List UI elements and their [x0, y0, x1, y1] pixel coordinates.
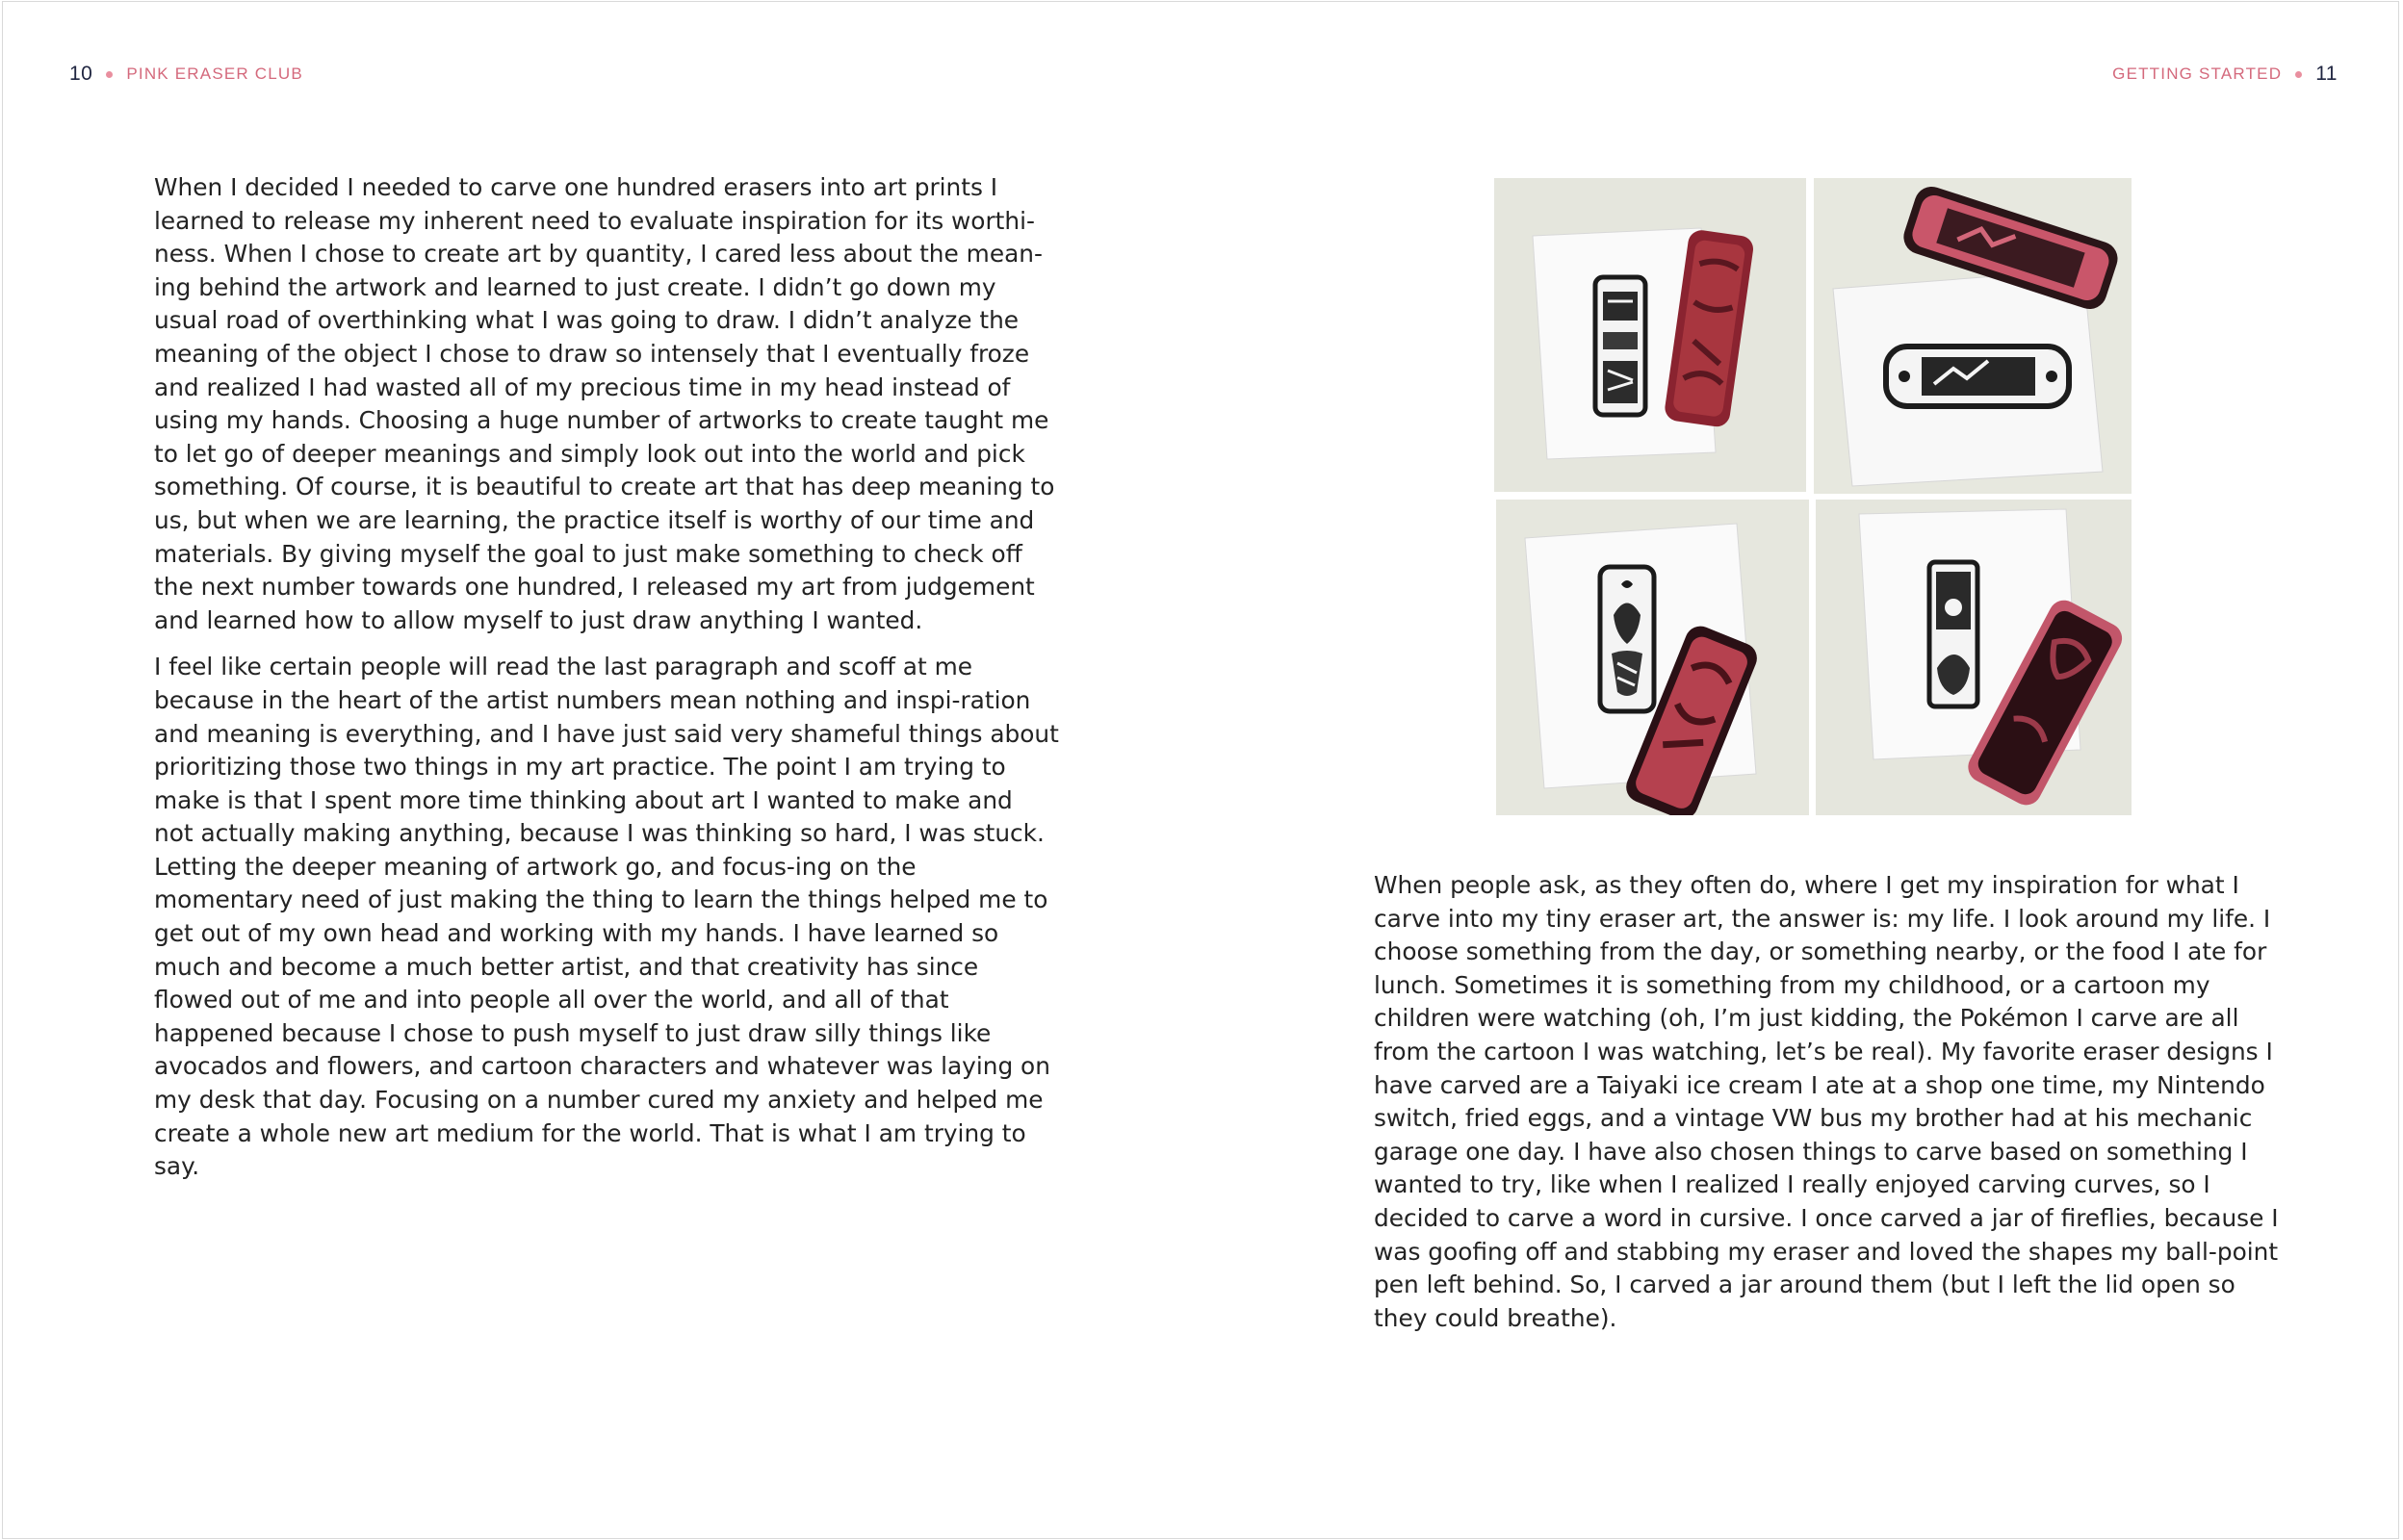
right-running-title: GETTING STARTED [2112, 64, 2283, 83]
body-paragraph: When I decided I needed to carve one hundred erasers into art prints I learned to release my inherent need to evaluate inspiration for its worthi-ness. When I chose to create art by quantity, I cared less about the mean-ing behind the artwork and learned to just create. I didn’t go down my usual road of overthinking what I was going to draw. I didn’t analyze the meaning of the object I chose to draw so intensely that I eventually froze and realized I had wasted all of my precious time in my head instead of using my hands. Choosing a huge number of artworks to create taught me to let go of deeper meanings and simply look out into the world and pick something. Of course, it is beautiful to create art that has deep meaning to us, but when we are learning, the practice itself is worthy of our time and materials. By giving myself the goal to just make something to check off the next number towards one hundred, I released my art from judgement and learned how to allow myself to just draw anything I wanted. [154, 173, 1055, 634]
right-page-header [2112, 60, 2338, 89]
left-page-number: 10 [69, 63, 93, 85]
eraser-stamp-photo [1814, 178, 2132, 494]
eraser-stamp-photo [1816, 500, 2132, 815]
right-page-number: 11 [2315, 63, 2338, 85]
left-page-header [69, 60, 303, 89]
eraser-stamp-photo [1496, 500, 1809, 815]
body-paragraph: I feel like certain people will read the last paragraph and scoff at me because in the heart of the artist numbers mean nothing and inspi-ration and meaning is everything, and I have just said very shameful things about prioritizing those two things in my art practice. The point I am trying to make is that I spent more time thinking about art I wanted to make and not actually making anything, because I was thinking so hard, I was stuck. Letting the deeper meaning of artwork go, and focus-ing on the momentary need of just making the thing to learn the things helped me to get out of my own head and working with my hands. I have learned so much and become a much better artist, and that creativity has since flowed out of me and into people all over the world, and all of that happened because I chose to push myself to just draw silly things like avocados and flowers, and cartoon characters and whatever was laying on my desk that day. Focusing on a number cured my anxiety and helped me create a whole new art medium for the world. That is what I am trying to say. [154, 653, 1059, 1181]
left-page-body [154, 171, 1059, 1184]
left-running-title: PINK ERASER CLUB [126, 64, 303, 83]
header-dot-separator [2295, 71, 2302, 78]
eraser-stamp-photo [1494, 178, 1806, 492]
body-paragraph: When people ask, as they often do, where I get my inspiration for what I carve into my tiny eraser art, the answer is: my life. I look around my life. I choose something from the day, or something nearby, or the food I ate for lunch. Sometimes it is something from my childhood, or a cartoon my children were watching (oh, I’m just kidding, the Pokémon I carve are all from the cartoon I was watching, let’s be real). My favorite eraser designs I have carved are a Taiyaki ice cream I ate at a shop one time, my Nintendo switch, fried eggs, and a vintage VW bus my brother had at his mechanic garage one day. I have also chosen things to carve based on something I wanted to try, like when I realized I really enjoyed carving curves, so I decided to carve a word in cursive. I once carved a jar of fireflies, because I was goofing off and stabbing my eraser and loved the shapes my ball-point pen left behind. So, I carved a jar around them (but I left the lid open so they could breathe). [1374, 871, 2279, 1332]
eraser-photo-grid [1494, 178, 2132, 815]
header-dot-separator [106, 71, 113, 78]
right-page-body [1374, 869, 2279, 1335]
